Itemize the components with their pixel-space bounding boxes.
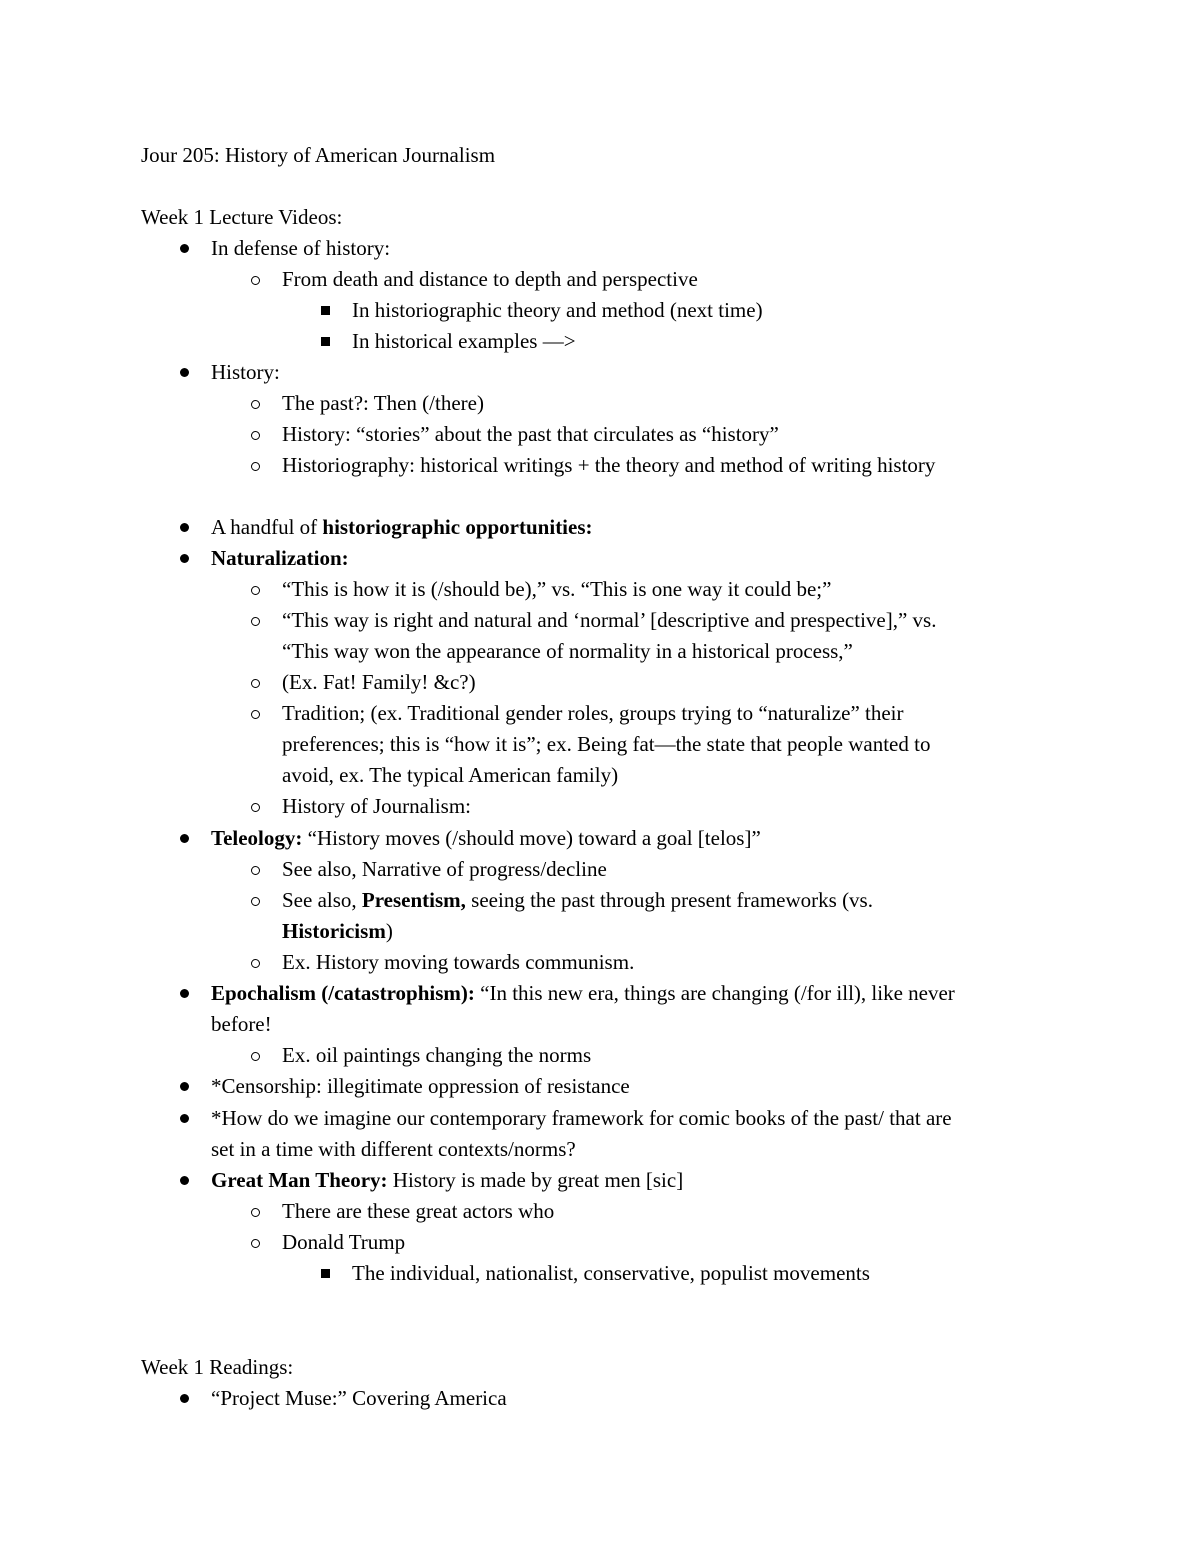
bullet-circle-icon	[246, 388, 266, 419]
bullet-circle-icon	[246, 791, 266, 822]
list-item: In historical examples —>	[352, 329, 576, 353]
list-item: Ex. History moving towards communism.	[282, 950, 635, 974]
item-term: Teleology:	[211, 826, 303, 850]
list-item-continuation: “This way won the appearance of normality in a historical process,”	[282, 639, 853, 663]
item-text: History is made by great men [sic]	[387, 1168, 684, 1192]
bullet-circle-icon	[246, 574, 266, 605]
list-item	[282, 885, 873, 916]
bullet-circle-icon	[246, 854, 266, 885]
bullet-disc-icon	[175, 1383, 195, 1414]
list-item: The past?: Then (/there)	[282, 391, 484, 415]
list-item: In defense of history:	[211, 236, 391, 260]
list-item	[211, 512, 593, 543]
list-item	[211, 1165, 683, 1196]
bullet-circle-icon	[246, 419, 266, 450]
section-heading-readings: Week 1 Readings:	[141, 1355, 294, 1379]
bullet-disc-icon	[175, 1071, 195, 1102]
bullet-circle-icon	[246, 264, 266, 295]
doc-title: Jour 205: History of American Journalism	[141, 143, 496, 167]
list-item: (Ex. Fat! Family! &c?)	[282, 670, 476, 694]
list-item: See also, Narrative of progress/decline	[282, 857, 607, 881]
bullet-disc-icon	[175, 543, 195, 574]
list-item-continuation: set in a time with different contexts/norms?	[211, 1137, 576, 1161]
bullet-disc-icon	[175, 233, 195, 264]
item-text: seeing the past through present frameworks (vs.	[465, 888, 873, 912]
list-item: Tradition; (ex. Traditional gender roles, groups trying to “naturalize” their	[282, 701, 904, 725]
item-term: Naturalization:	[211, 546, 349, 570]
list-item: Ex. oil paintings changing the norms	[282, 1043, 592, 1067]
list-item: “Project Muse:” Covering America	[211, 1386, 507, 1410]
item-term: historiographic opportunities:	[322, 515, 593, 539]
bullet-square-icon	[316, 295, 336, 326]
bullet-disc-icon	[175, 1165, 195, 1196]
list-item	[211, 823, 761, 854]
list-item: History: “stories” about the past that circulates as “history”	[282, 422, 779, 446]
bullet-disc-icon	[175, 1103, 195, 1134]
item-text: “History moves (/should move) toward a goal [telos]”	[302, 826, 761, 850]
list-item: History of Journalism:	[282, 794, 471, 818]
bullet-disc-icon	[175, 357, 195, 388]
bullet-disc-icon	[175, 512, 195, 543]
list-item-continuation: avoid, ex. The typical American family)	[282, 763, 619, 787]
list-item: There are these great actors who	[282, 1199, 555, 1223]
bullet-circle-icon	[246, 1040, 266, 1071]
list-item: History:	[211, 360, 280, 384]
list-item	[211, 978, 955, 1009]
item-term: Epochalism (/catastrophism):	[211, 981, 475, 1005]
bullet-circle-icon	[246, 1227, 266, 1258]
bullet-circle-icon	[246, 698, 266, 729]
bullet-circle-icon	[246, 947, 266, 978]
bullet-circle-icon	[246, 1196, 266, 1227]
item-term: Presentism,	[361, 888, 466, 912]
section-heading-lectures: Week 1 Lecture Videos:	[141, 205, 343, 229]
list-item: “This is how it is (/should be),” vs. “This is one way it could be;”	[282, 577, 832, 601]
list-item-continuation: preferences; this is “how it is”; ex. Being fat—the state that people wanted to	[282, 732, 931, 756]
list-item: In historiographic theory and method (next time)	[352, 298, 763, 322]
list-item	[211, 543, 349, 574]
list-item-continuation: before!	[211, 1012, 272, 1036]
bullet-circle-icon	[246, 885, 266, 916]
list-item: Historiography: historical writings + the theory and method of writing history	[282, 453, 936, 477]
bullet-disc-icon	[175, 978, 195, 1009]
item-text: A handful of	[211, 515, 323, 539]
bullet-circle-icon	[246, 667, 266, 698]
bullet-circle-icon	[246, 450, 266, 481]
list-item: “This way is right and natural and ‘normal’ [descriptive and prespective],” vs.	[282, 608, 937, 632]
list-item-continuation	[282, 916, 393, 947]
list-item: Donald Trump	[282, 1230, 406, 1254]
bullet-disc-icon	[175, 823, 195, 854]
item-text: )	[385, 919, 393, 943]
list-item: The individual, nationalist, conservative, populist movements	[352, 1261, 870, 1285]
list-item: From death and distance to depth and perspective	[282, 267, 698, 291]
list-item: *Censorship: illegitimate oppression of resistance	[211, 1074, 630, 1098]
list-item: *How do we imagine our contemporary framework for comic books of the past/ that are	[211, 1106, 952, 1130]
bullet-circle-icon	[246, 605, 266, 636]
item-term: Historicism	[282, 919, 386, 943]
item-term: Great Man Theory:	[211, 1168, 388, 1192]
item-text: “In this new era, things are changing (/for ill), like never	[474, 981, 955, 1005]
bullet-square-icon	[316, 326, 336, 357]
item-text: See also,	[282, 888, 362, 912]
bullet-square-icon	[316, 1258, 336, 1289]
